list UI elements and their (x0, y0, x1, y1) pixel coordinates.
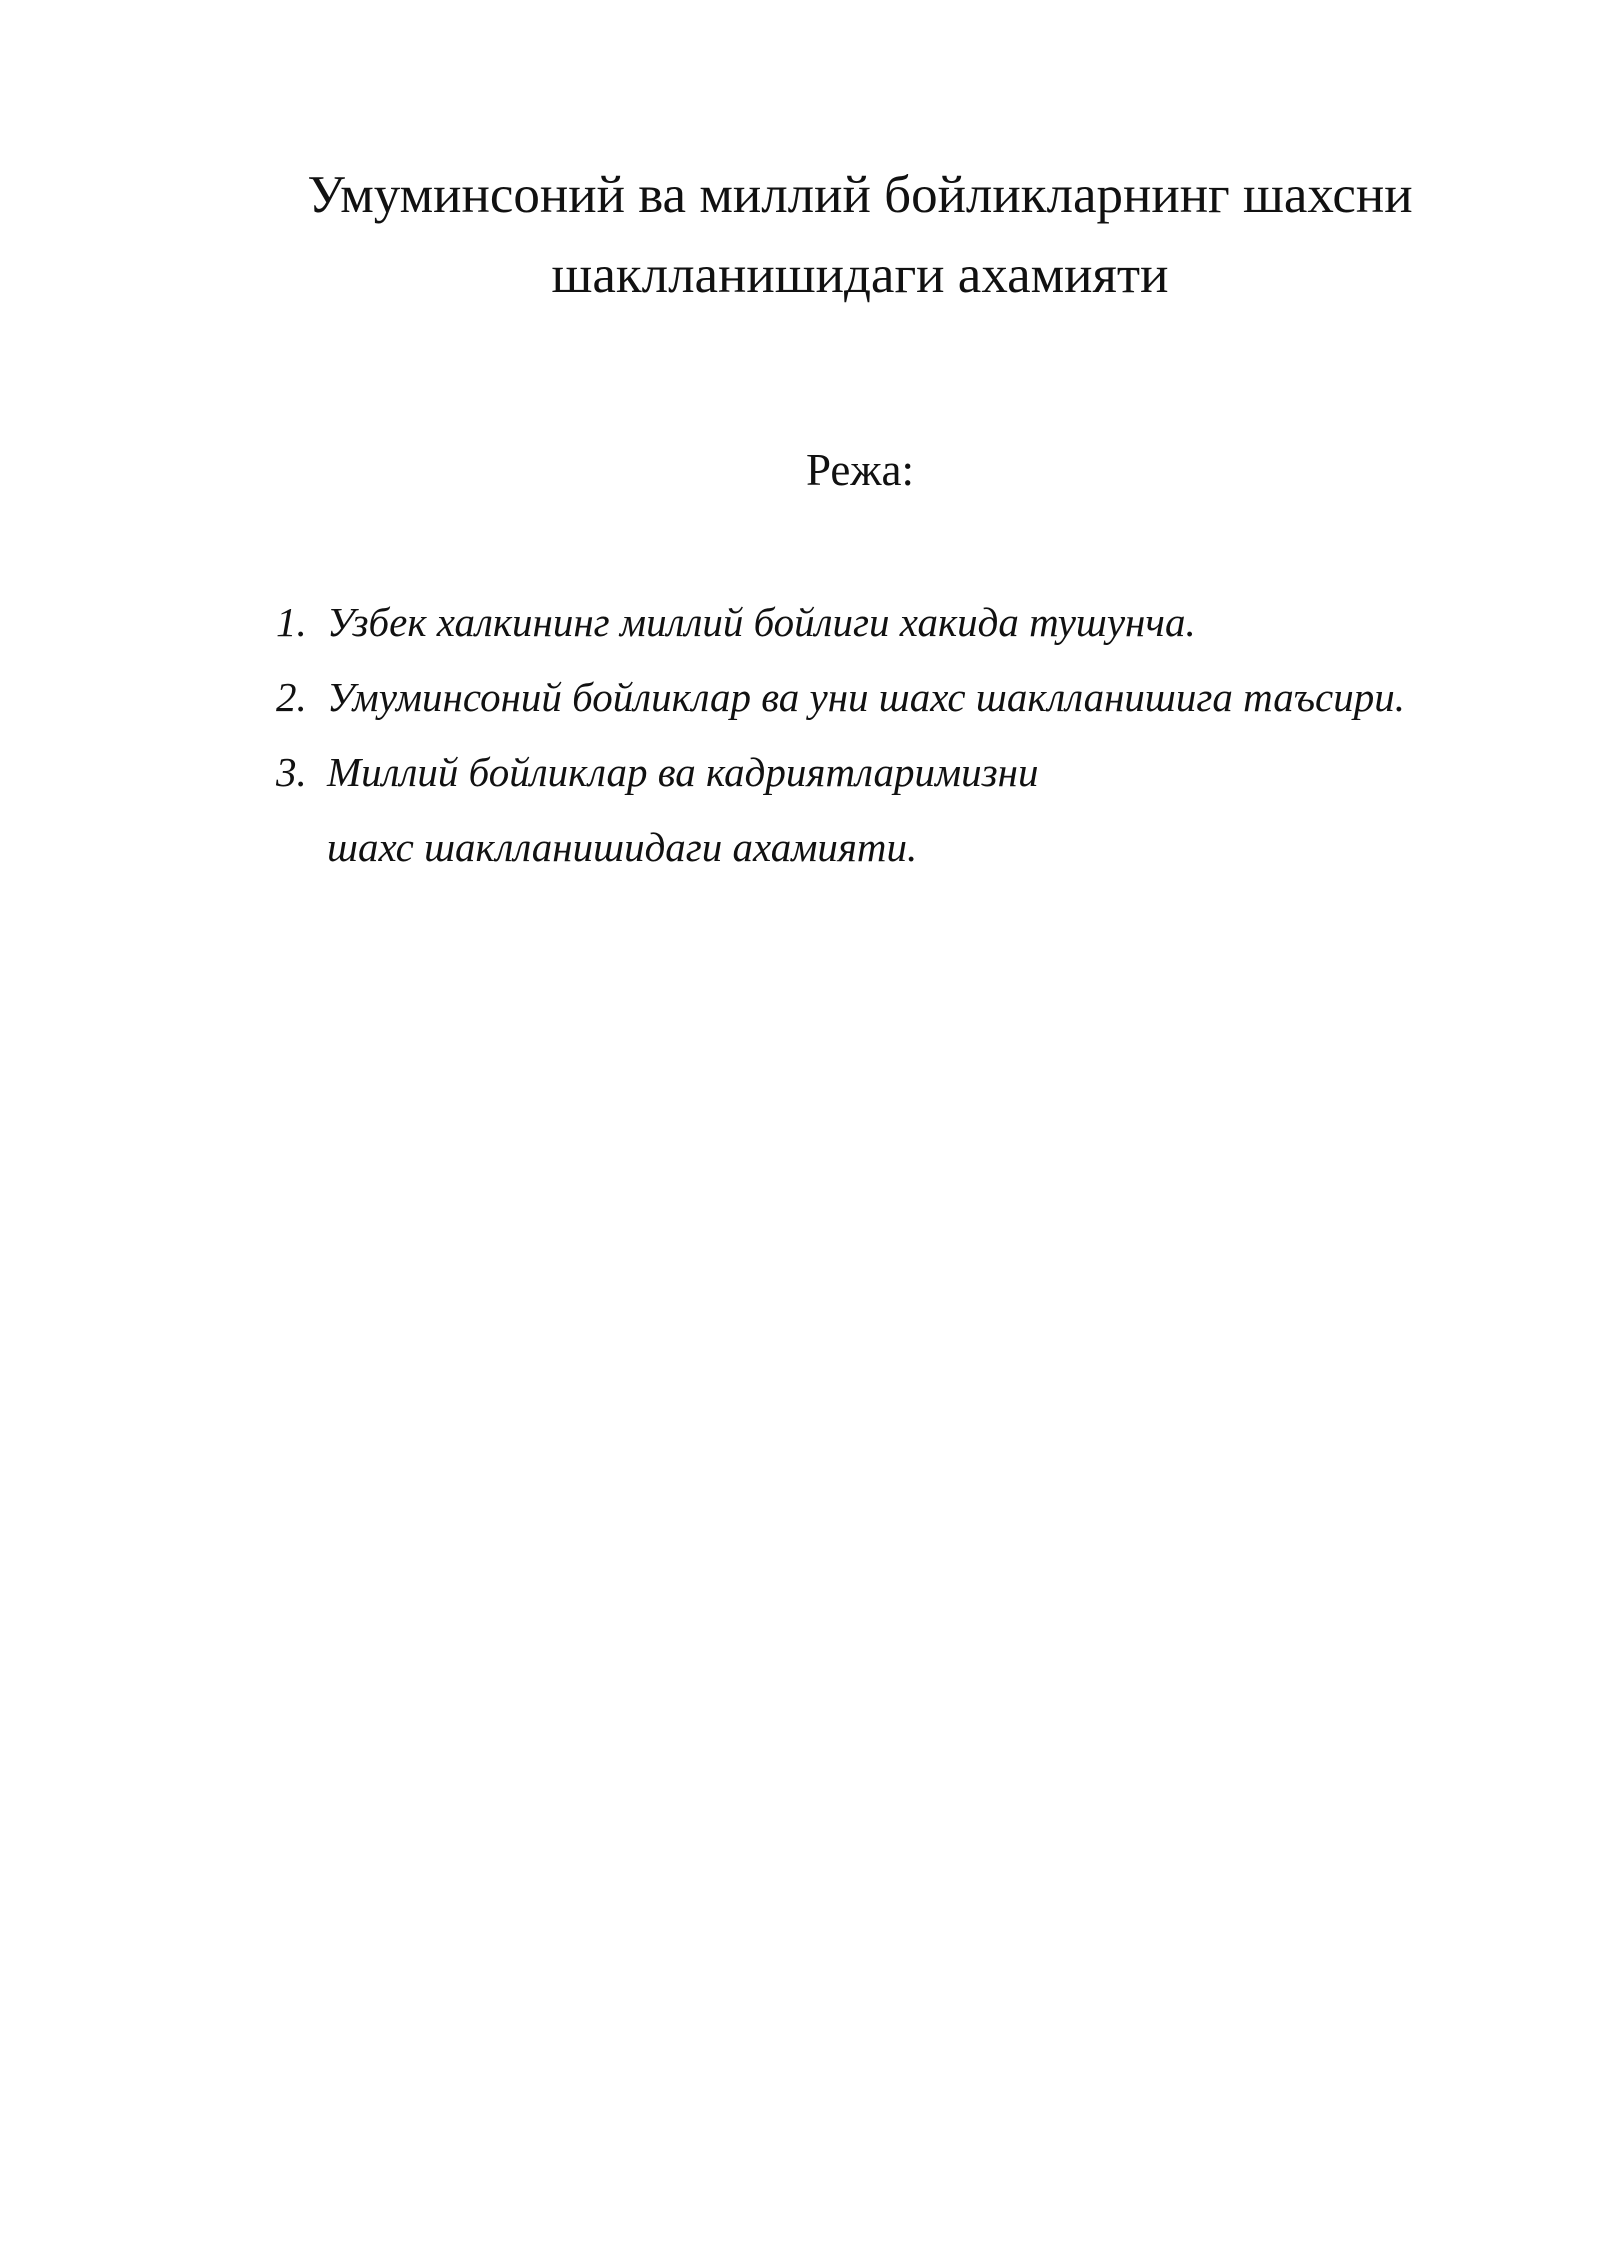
plan-item-number: 2. (276, 674, 307, 720)
plan-heading: Режа: (806, 445, 914, 495)
plan-item (276, 735, 1536, 885)
plan-item-number: 3. (276, 749, 307, 795)
title-line-2: шаклланишидаги ахамияти (551, 246, 1169, 304)
plan-list (276, 585, 1536, 885)
document-title (200, 155, 1520, 315)
title-line-1: Умуминсоний ва миллий бойликларнинг шахсни (307, 166, 1413, 224)
plan-item-text: Узбек халкининг миллий бойлиги хакида тушунча. (327, 599, 1196, 645)
plan-item-text: Миллий бойликлар ва кадриятларимизни шахс шаклланишидаги ахамияти. (327, 749, 1039, 870)
plan-item-number: 1. (276, 599, 307, 645)
plan-item-text: Умуминсоний бойликлар ва уни шахс шаклланишига таъсири. (327, 674, 1405, 720)
plan-item (276, 660, 1536, 735)
plan-item (276, 585, 1536, 660)
